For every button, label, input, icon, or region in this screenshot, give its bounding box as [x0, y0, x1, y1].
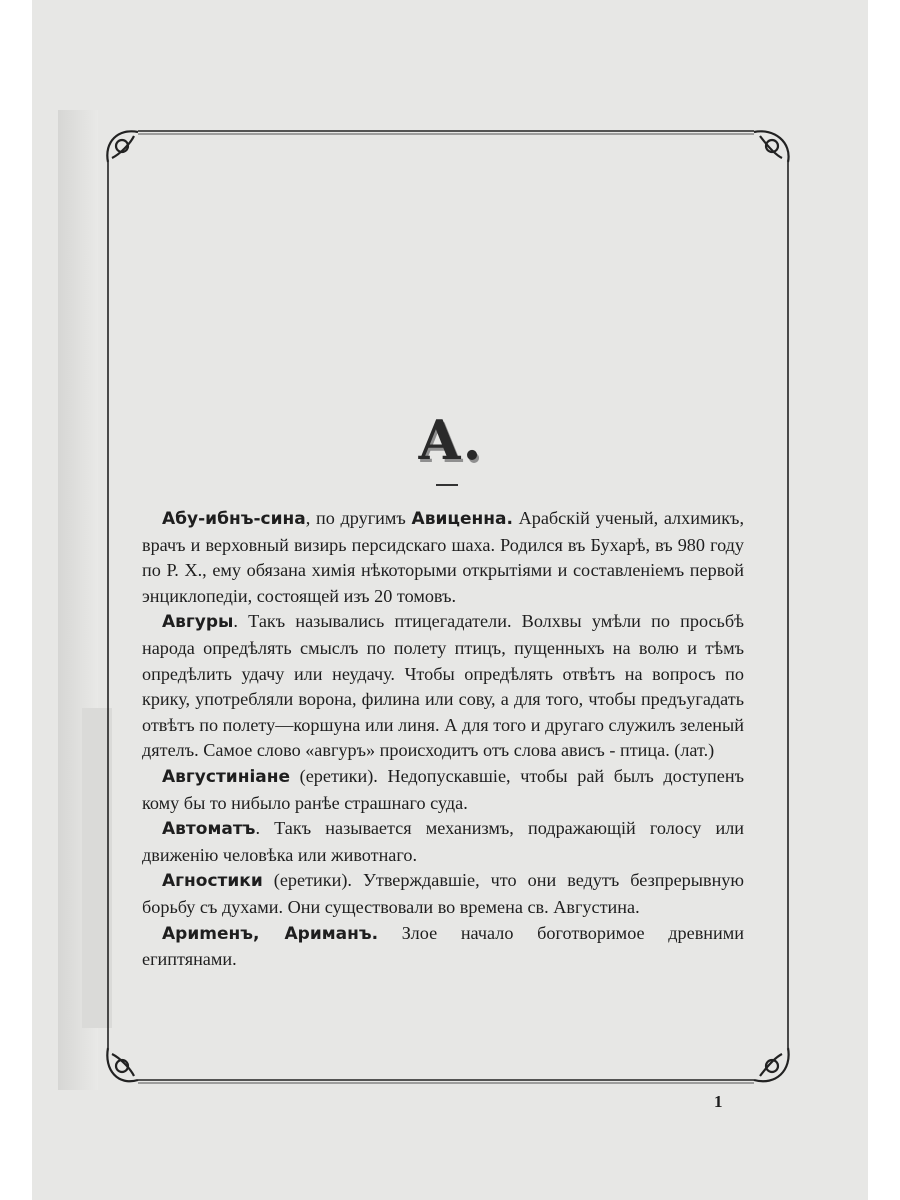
entry-term: Автоматъ [162, 819, 256, 840]
entry-term: Ариmенъ, Ариманъ. [162, 923, 379, 944]
section-letter-heading: А. [417, 408, 483, 472]
corner-ornament-bottom-left-icon [107, 1048, 138, 1081]
entry-definition: Арабскій ученый, алхимикъ, врачъ и верховный визирь персидскаго шаха. Родился въ Бухарѣ, въ 980 году по Р. Х., ему обязана химія нѣкоторыми открытіями и составленіемъ первой энциклопедіи, состоящей изъ 20 томовъ. [142, 508, 744, 606]
entry-ahriman [142, 921, 744, 973]
entry-abu-ibn-sina [142, 506, 744, 609]
entry-automaton [142, 816, 744, 868]
entry-term: Авгуры [162, 612, 234, 633]
corner-ornament-top-right-icon [754, 131, 789, 162]
entry-augustinians [142, 764, 744, 816]
dictionary-text [142, 506, 744, 973]
entry-augury [142, 609, 744, 764]
entry-term: Августиніане [162, 766, 291, 787]
entry-definition: . Такъ называется механизмъ, подражающій голосу или движенію человѣка или животнаго. [142, 818, 744, 865]
entry-definition: (еретики). Утверждавшіе, что они ведутъ безпрерывную борьбу съ духами. Они существовали во времена св. Августина. [142, 870, 744, 917]
heading-rule [436, 484, 458, 486]
entry-pre: , по другимъ [305, 508, 412, 528]
entry-agnostics [142, 868, 744, 920]
page-number: 1 [714, 1092, 723, 1111]
corner-ornament-top-left-icon [107, 131, 138, 162]
entry-definition: Злое начало боготворимое древними египтянами. [142, 922, 744, 970]
entry-term: Абу-ибнъ-сина [162, 509, 306, 529]
entry-definition: (еретики). Недопускавшіе, чтобы рай былъ доступенъ кому бы то нибыло ранѣе страшнаго суда. [142, 765, 744, 813]
entry-term: Агностики [162, 871, 263, 892]
entry-alt-term: Авиценна. [411, 509, 513, 529]
entry-definition: . Такъ назывались птицегадатели. Волхвы умѣли по просьбѣ народа опредѣлять смыслъ по полету птицъ, пущенныхъ на волю и тѣмъ опредѣлить удачу или неудачу. Чтобы опредѣлять отвѣтъ на вопросъ по крику, употребляли ворона, филина или сову, а для того, чтобы предъугадать отвѣтъ по полету—коршуна или линя. А для того и другаго служилъ зеленый дятелъ. Самое слово «авгуръ» происходитъ отъ слова ависъ - птица. (лат.) [142, 611, 744, 761]
corner-ornament-bottom-right-icon [754, 1048, 789, 1081]
